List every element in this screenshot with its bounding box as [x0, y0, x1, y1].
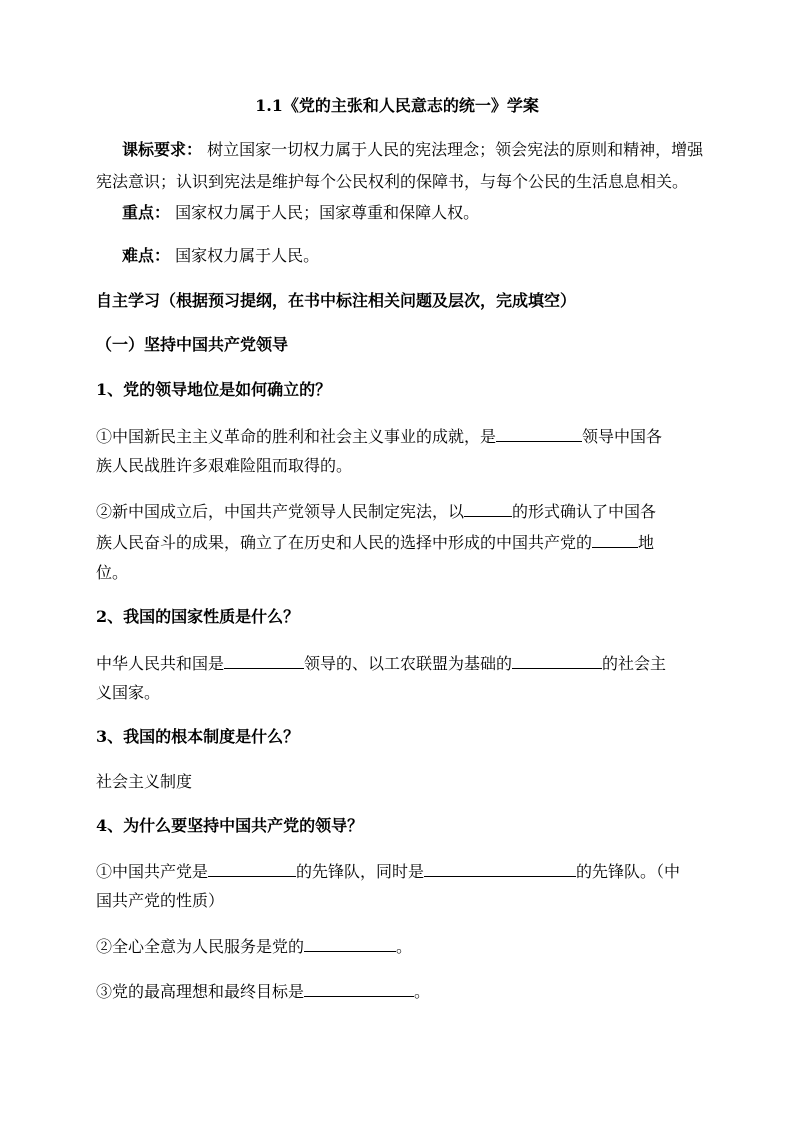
q1-a2-line-2 [96, 531, 716, 553]
q3-answer: 社会主义制度 [96, 772, 193, 791]
q2-text-2: 领导的、以工农联盟为基础的 [304, 654, 513, 673]
fill-blank[interactable] [512, 652, 602, 669]
q4-a2-text-1: ②全心全意为人民服务是党的 [96, 937, 305, 956]
q2-text-3: 的社会主 [602, 654, 667, 673]
q4-heading: 4、为什么要坚持中国共产党的领导？ [96, 816, 364, 835]
q1-answer-1 [96, 425, 716, 447]
standard-line-1 [122, 140, 742, 160]
q2-line-2: 义国家。 [96, 683, 161, 702]
q4-a1-text-1: ①中国共产党是 [96, 862, 209, 881]
q1-a2-text-1: ②新中国成立后，中国共产党领导人民制定宪法，以 [96, 502, 465, 521]
section-1-heading: （一）坚持中国共产党领导 [96, 335, 289, 354]
key-point-label: 重点： [122, 203, 171, 222]
q2-text-1: 中华人民共和国是 [96, 654, 225, 673]
q4-a2-text-2: 。 [396, 937, 413, 956]
q1-answer-2 [96, 500, 716, 522]
q4-a1-line-2: 国共产党的性质） [96, 891, 225, 910]
q1-a1-line-2: 族人民战胜许多艰难险阻而取得的。 [96, 456, 353, 475]
q4-a3-text-1: ③党的最高理想和最终目标是 [96, 982, 305, 1001]
fill-blank[interactable] [224, 652, 304, 669]
q1-a2-line-3: 位。 [96, 563, 129, 582]
q1-a1-text-1: ①中国新民主主义革命的胜利和社会主义事业的成就，是 [96, 427, 497, 446]
fill-blank[interactable] [464, 500, 512, 517]
standard-label: 课标要求： [122, 140, 203, 159]
key-point [122, 203, 742, 223]
fill-blank[interactable] [304, 935, 396, 952]
q4-a1-text-3: 的先锋队。（中 [576, 862, 681, 881]
q1-a2-text-4: 地 [638, 533, 655, 552]
standard-text-1: 树立国家一切权力属于人民的宪法理念；领会宪法的原则和精神，增强 [207, 140, 704, 159]
q4-a3-text-2: 。 [414, 982, 431, 1001]
key-point-text: 国家权力属于人民；国家尊重和保障人权。 [175, 203, 480, 222]
fill-blank[interactable] [208, 860, 296, 877]
page-title: 1.1《党的主张和人民意志的统一》学案 [255, 96, 539, 115]
fill-blank[interactable] [496, 425, 582, 442]
difficult-point [122, 246, 742, 266]
q4-a1-text-2: 的先锋队，同时是 [296, 862, 425, 881]
standard-text-2: 宪法意识；认识到宪法是维护每个公民权利的保障书，与每个公民的生活息息相关。 [96, 172, 689, 191]
q1-a2-text-3: 族人民奋斗的成果，确立了在历史和人民的选择中形成的中国共产党的 [96, 533, 593, 552]
self-study-heading: 自主学习（根据预习提纲，在书中标注相关问题及层次，完成填空） [96, 291, 577, 310]
q2-heading: 2、我国的国家性质是什么？ [96, 607, 300, 626]
difficult-point-label: 难点： [122, 246, 171, 265]
q1-heading: 1、党的领导地位是如何确立的？ [96, 380, 332, 399]
fill-blank[interactable] [592, 531, 638, 548]
q2-answer [96, 652, 716, 674]
fill-blank[interactable] [304, 980, 414, 997]
q3-heading: 3、我国的根本制度是什么？ [96, 727, 300, 746]
difficult-point-text: 国家权力属于人民。 [175, 246, 320, 265]
fill-blank[interactable] [424, 860, 576, 877]
q4-answer-1 [96, 860, 716, 882]
q4-answer-3 [96, 980, 716, 1002]
q1-a2-text-2: 的形式确认了中国各 [512, 502, 657, 521]
q4-answer-2 [96, 935, 716, 957]
q1-a1-text-2: 领导中国各 [582, 427, 663, 446]
